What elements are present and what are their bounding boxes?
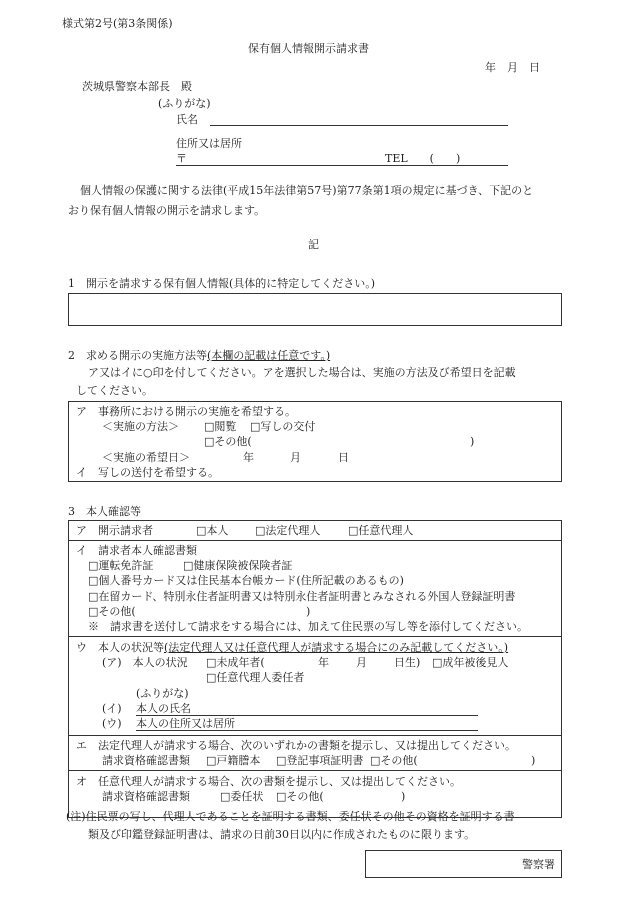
identity-note: ※ 請求書を送付して請求をする場合には、加えて住民票の写し等を添付してください。 — [88, 620, 528, 633]
checkbox-minor[interactable]: □未成年者( — [206, 656, 265, 669]
principal-name-line[interactable] — [136, 715, 478, 716]
checkbox-self[interactable]: □本人 — [196, 524, 229, 537]
checkbox-voluntary-agent[interactable]: □任意代理人 — [348, 524, 414, 537]
postal-mark: 〒 — [176, 152, 187, 165]
legal-agent-doc-title: 請求資格確認書類 — [102, 754, 190, 767]
identity-docs-label: イ 請求者本人確認書類 — [76, 544, 197, 557]
divider — [68, 770, 562, 771]
requester-label: ア 開示請求者 — [76, 524, 153, 537]
minor-birthday[interactable]: 日生) — [394, 656, 421, 669]
section1-input-box[interactable] — [68, 293, 562, 326]
voluntary-other-close: ) — [401, 790, 406, 803]
checkbox-principal[interactable]: □任意代理人委任者 — [206, 671, 305, 684]
checkbox-voluntary-other[interactable]: □その他( — [276, 790, 324, 803]
principal-status-label: ウ 本人の状況等 — [76, 641, 164, 654]
principal-furigana-label: (ふりがな) — [136, 687, 189, 700]
principal-name-marker: (イ) — [102, 702, 122, 715]
checkbox-residence-card[interactable]: □在留カード、特別永住者証明書又は特別永住者証明書とみなされる外国人登録証明書 — [88, 590, 516, 603]
checkbox-power-of-attorney[interactable]: □委任状 — [220, 790, 264, 803]
principal-address-line[interactable] — [136, 730, 478, 731]
checkbox-view[interactable]: □閲覧 — [204, 420, 237, 433]
principal-name-label: 本人の氏名 — [136, 702, 191, 715]
applicant-name-label: 氏名 — [176, 113, 198, 126]
section2-title-note: (本欄の記載は任意です。) — [207, 349, 331, 362]
checkbox-identity-other[interactable]: □その他( — [88, 605, 136, 618]
checkbox-registry-certificate[interactable]: □登記事項証明書 — [276, 754, 364, 767]
applicant-furigana-label: (ふりがな) — [158, 97, 211, 110]
checkbox-family-register[interactable]: □戸籍謄本 — [206, 754, 261, 767]
footnote-line-1: (注)住民票の写し、代理人であることを証明する書類、委任状その他その資格を証明する書 — [66, 810, 515, 823]
receiving-station-label: 警察署 — [522, 858, 555, 871]
hope-month[interactable]: 月 — [290, 451, 301, 464]
minor-month[interactable]: 月 — [356, 656, 367, 669]
hope-year[interactable]: 年 — [243, 451, 254, 464]
voluntary-agent-docs-label: オ 任意代理人が請求する場合、次の書類を提示し、又は提出してください。 — [76, 775, 461, 788]
section2-title — [68, 349, 330, 362]
applicant-name-line[interactable] — [210, 125, 508, 126]
applicant-address-label: 住所又は居所 — [176, 137, 242, 150]
form-title: 保有個人情報開示請求書 — [248, 42, 369, 55]
intro-line-2: おり保有個人情報の開示を請求します。 — [68, 204, 266, 217]
tel-label: TEL ( ) — [385, 152, 461, 165]
ki-mark: 記 — [308, 238, 319, 251]
minor-year[interactable]: 年 — [318, 656, 329, 669]
identity-other-close: ) — [306, 605, 311, 618]
addressee: 茨城県警察本部長 殿 — [82, 80, 192, 93]
footnote-line-2: 類及び印鑑登録証明書は、請求の日前30日以内に作成されたものに限ります。 — [88, 828, 476, 841]
applicant-address-line[interactable] — [176, 165, 508, 166]
intro-line-1: 個人情報の保護に関する法律(平成15年法律第57号)第77条第1項の規定に基づき、下記のと — [80, 184, 534, 197]
legal-other-close: ) — [531, 754, 536, 767]
section2-option-a[interactable]: ア 事務所における開示の実施を希望する。 — [76, 405, 296, 418]
divider — [68, 735, 562, 736]
principal-status-title — [76, 641, 508, 654]
section3-title: 3 本人確認等 — [68, 505, 141, 518]
divider — [68, 636, 562, 637]
principal-status-a: (ア) 本人の状況 — [102, 656, 188, 669]
checkbox-my-number-card[interactable]: □個人番号カード又は住民基本台帳カード(住所記載のあるもの) — [88, 574, 404, 587]
form-number: 様式第2号(第3条関係) — [62, 17, 173, 30]
checkbox-health-insurance[interactable]: □健康保険被保険者証 — [183, 559, 293, 572]
principal-address-label: 本人の住所又は居所 — [136, 717, 235, 730]
section2-option-i[interactable]: イ 写しの送付を希望する。 — [76, 466, 219, 479]
section1-title: 1 開示を請求する保有個人情報(具体的に特定してください。) — [68, 277, 376, 290]
principal-address-marker: (ウ) — [102, 717, 122, 730]
section2-title-prefix: 2 求める開示の実施方法等 — [68, 349, 207, 362]
divider — [68, 540, 562, 541]
checkbox-adult-guardian[interactable]: □成年被後見人 — [432, 656, 509, 669]
checkbox-copy[interactable]: □写しの交付 — [250, 420, 316, 433]
method-label: ＜実施の方法＞ — [102, 420, 179, 433]
legal-agent-docs-label: エ 法定代理人が請求する場合、次のいずれかの書類を提示し、又は提出してください。 — [76, 739, 516, 752]
section2-instruction-1: ア又はイに○印を付してください。アを選択した場合は、実施の方法及び希望日を記載 — [88, 366, 516, 379]
other-close-paren: ) — [470, 435, 475, 448]
voluntary-agent-doc-title: 請求資格確認書類 — [102, 790, 190, 803]
checkbox-other[interactable]: □その他( — [204, 435, 252, 448]
date-field[interactable]: 年 月 日 — [485, 61, 540, 74]
checkbox-drivers-license[interactable]: □運転免許証 — [88, 559, 154, 572]
hope-date-label: ＜実施の希望日＞ — [102, 451, 190, 464]
checkbox-legal-other[interactable]: □その他( — [370, 754, 418, 767]
section2-instruction-2: してください。 — [76, 384, 153, 397]
hope-day[interactable]: 日 — [338, 451, 349, 464]
principal-status-note: (法定代理人又は任意代理人が請求する場合にのみ記載してください。) — [164, 641, 509, 654]
checkbox-legal-agent[interactable]: □法定代理人 — [255, 524, 321, 537]
